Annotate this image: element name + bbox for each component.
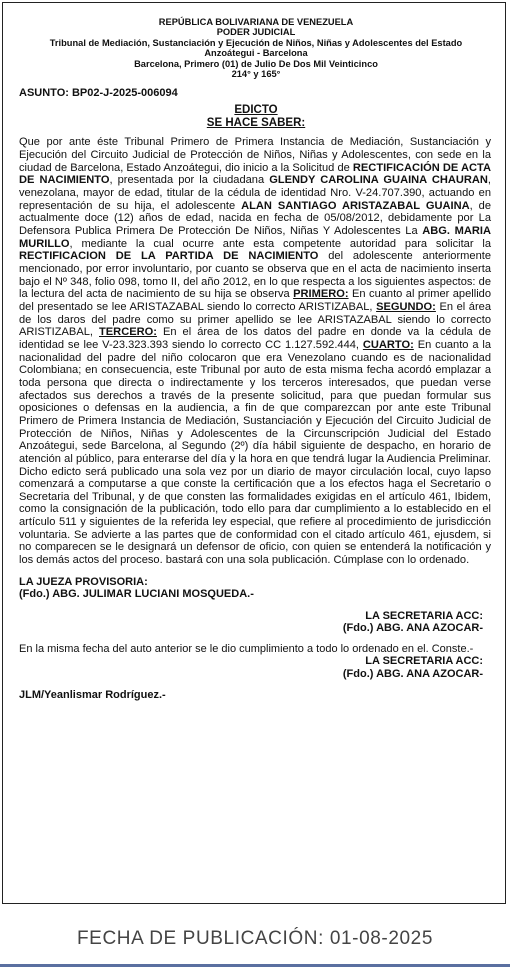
body-bold-rectification: RECTIFICACION DE LA PARTIDA DE NACIMIENTO <box>19 250 319 263</box>
body-bold-defender: ABG. MARIA MURILLO <box>19 225 491 250</box>
footer-divider <box>0 964 510 967</box>
body-bold-request: RECTIFICACIÓN DE ACTA DE NACIMIENTO <box>19 161 491 187</box>
body-segment: , mediante la cual ocurre ante esta competente autoridad para solicitar la <box>69 237 491 250</box>
body-segment: En cuanto a la nacionalidad del padre del niño colocaron que era Venezolano cuando es de nacionalidad Colombiana; en consecuencia, este Tribunal por auto de esta misma fecha acordó emplazar a toda persona que directa o indirectamente y los terceros interesados, que puedan verse afectados sus derechos a través de la presente solicitud, para que puedan formular sus oposiciones o defensas en la audiencia, a fin de que comparezcan por ante este Tribunal Primero de Primera Instancia de Mediación, Sustanciación y Ejecución del Circuito Judicial de Protección de Niños, Niñas y Adolescentes de la Circunscripción Judicial del Estado Anzoátegui, sede Barcelona, al Segundo (2º) día hábil siguiente de despacho, en horario de atención al público, para enterarse del día y la hora en que tendrá lugar la Audiencia Preliminar. Dicho edicto será publicado una sola vez por un diario de mayor circulación local, cuyo lapso comenzará a computarse a que conste la certificación que a los efectos haga el Secretario o Secretaria del Tribunal, y de que consten las formalidades exigidas en el artículo 461, Ibidem, como la consignación de la publicación, todo ello para dar cumplimiento a lo establecido en el artículo 511 y siguientes de la referida ley especial, que refiere al procedimiento de jurisdicción voluntaria. Se advierte a las partes que de conformidad con el citado artículo 461, ejusdem, si no comparecen se le designará un defensor de oficio, con quien se entenderá la notificación y los demás actos del proceso. bastará con una sola publicación. Cúmplase con lo ordenado. <box>19 338 492 567</box>
edict-body <box>19 136 491 566</box>
body-primero: PRIMERO: <box>293 288 349 301</box>
publication-date: FECHA DE PUBLICACIÓN: 01-08-2025 <box>76 928 434 949</box>
body-segment: , de actualmente doce (12) años de edad, nacida en fecha de 05/08/2012, debidamente por La Defensora Publica Primera De Protección De Niños, Niñas Y Adolescentes La <box>19 199 491 238</box>
document-header <box>19 17 493 79</box>
body-cuarto: CUARTO: <box>362 338 414 351</box>
secretary-title: LA SECRETARIA ACC: <box>365 609 483 622</box>
document-titles <box>19 104 493 129</box>
edict-document <box>2 2 506 904</box>
secretary-name-2: (Fdo.) ABG. ANA AZOCAR- <box>342 667 483 680</box>
body-segment: Que por ante éste Tribunal Primero de Primera Instancia de Mediación, Sustanciación y Ejecución del Circuito Judicial de Protección de Niños, Niñas y Adolescentes, con sede en la ciudad de Barcelona, Estado Anzoátegui, dio inicio a la Solicitud de <box>19 136 491 174</box>
body-bold-minor: ALAN SANTIAGO ARISTAZABAL GUAINA <box>241 199 470 212</box>
body-bold-applicant: GLENDY CAROLINA GUAINA CHAURAN <box>269 174 488 187</box>
header-line-state: Anzoátegui - Barcelona <box>204 48 308 59</box>
body-segundo: SEGUNDO: <box>376 300 436 313</box>
header-line-republic: REPÚBLICA BOLIVARIANA DE VENEZUELA <box>158 17 354 27</box>
judge-name: (Fdo.) ABG. JULIMAR LUCIANI MOSQUEDA.- <box>19 588 254 601</box>
body-segment: En el área de los datos del padre en donde va la cédula de identidad se lee V-23.323.393 siendo lo correcto CC 1.127.592.444, <box>19 326 491 351</box>
secretary-signature <box>19 610 493 635</box>
secretary-title-2: LA SECRETARIA ACC: <box>365 655 483 668</box>
initials: JLM/Yeanlismar Rodríguez.- <box>19 689 166 702</box>
header-line-years: 214° y 165° <box>231 69 281 80</box>
header-line-date: Barcelona, Primero (01) de Julio De Dos Mil Veinticinco <box>134 58 378 69</box>
secretary-signature-2 <box>19 655 493 680</box>
body-tercero: TERCERO: <box>99 326 157 339</box>
body-segment: En cuanto al primer apellido del presentado se lee ARISTAZABAL siendo lo correcto ARISTIZABAL, <box>19 288 491 313</box>
title-se-hace-saber: SE HACE SABER: <box>206 116 306 129</box>
body-segment: , venezolana, mayor de edad, titular de la cédula de identidad Nro. V-24.707.390, actuando en representación de su hija, el adolescente <box>19 174 491 212</box>
case-number: ASUNTO: BP02-J-2025-006094 <box>19 87 178 100</box>
body-segment: , presentada por la ciudadana <box>109 174 270 187</box>
compliance-note: En la misma fecha del auto anterior se le dio cumplimiento a todo lo ordenado en el. Conste.- <box>19 642 474 655</box>
header-line-judicial: PODER JUDICIAL <box>216 27 296 38</box>
header-line-tribunal: Tribunal de Mediación, Sustanciación y Ejecución de Niños, Niñas y Adolescentes del Estado <box>49 37 463 48</box>
body-segment: del adolescente anteriormente mencionado, por error involuntario, por cuanto se observa que en el acta de nacimiento inserta bajo el Nº 348, folio 098, tomo II, del año 2012, en lo que respecta a los siguientes aspectos: de la lectura del acta de nacimiento de su hija se observa <box>19 250 491 301</box>
body-segment: En el área de los daros del padre como su primer apellido se lee ARISTAZABAL siendo lo correcto ARISTIZABAL, <box>19 300 492 339</box>
title-edicto: EDICTO <box>234 104 278 117</box>
secretary-name: (Fdo.) ABG. ANA AZOCAR- <box>342 622 483 635</box>
judge-title: LA JUEZA PROVISORIA: <box>19 575 148 588</box>
judge-signature <box>19 576 493 601</box>
